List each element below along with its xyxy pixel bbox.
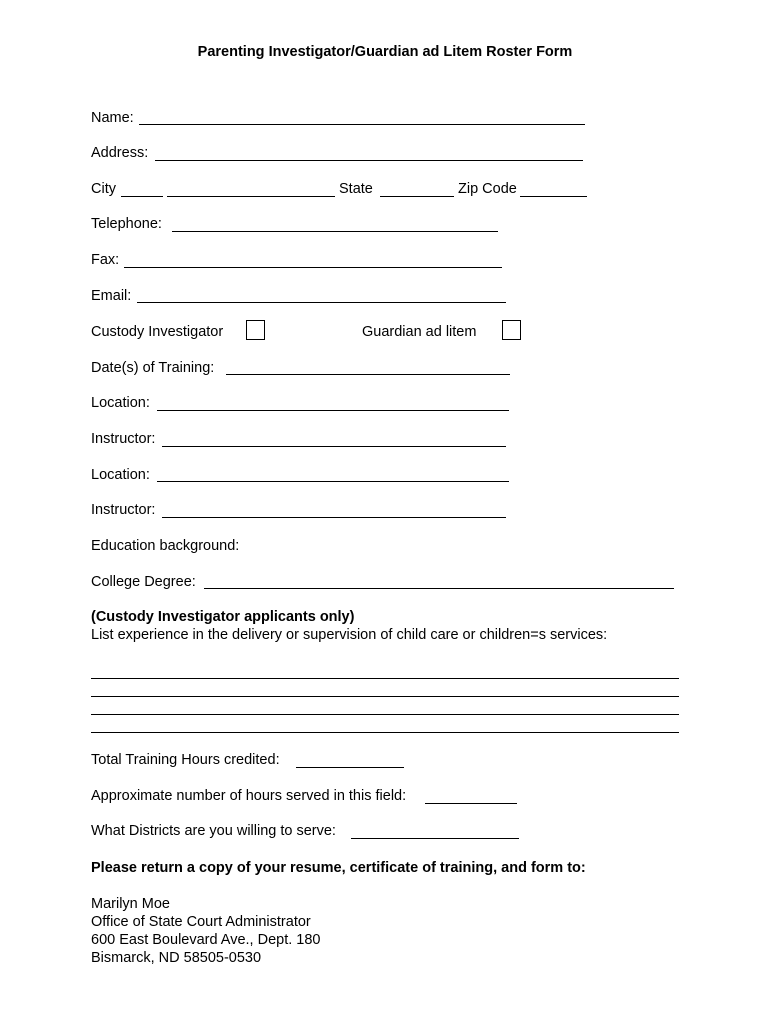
email-label: Email: bbox=[91, 288, 132, 304]
state-field[interactable] bbox=[380, 196, 454, 197]
telephone-label: Telephone: bbox=[91, 216, 162, 232]
contact-name: Marilyn Moe bbox=[91, 896, 170, 912]
education-background-label: Education background: bbox=[91, 538, 240, 554]
return-instructions: Please return a copy of your resume, certificate of training, and form to: bbox=[91, 860, 586, 876]
location-field[interactable] bbox=[157, 410, 509, 411]
instructor-label: Instructor: bbox=[91, 431, 156, 447]
custody-investigator-only-heading: (Custody Investigator applicants only) bbox=[91, 609, 355, 625]
city-label: City bbox=[91, 181, 116, 197]
location-label-2: Location: bbox=[91, 467, 150, 483]
experience-prompt: List experience in the delivery or supervision of child care or children=s services: bbox=[91, 627, 608, 643]
location-label: Location: bbox=[91, 395, 150, 411]
fax-label: Fax: bbox=[91, 252, 120, 268]
guardian-ad-litem-label: Guardian ad litem bbox=[362, 324, 477, 340]
city-field-part-1[interactable] bbox=[121, 196, 163, 197]
state-label: State bbox=[339, 181, 373, 197]
form-title: Parenting Investigator/Guardian ad Litem Roster Form bbox=[197, 44, 573, 60]
contact-street: 600 East Boulevard Ave., Dept. 180 bbox=[91, 932, 321, 948]
email-field[interactable] bbox=[137, 302, 506, 303]
college-degree-label: College Degree: bbox=[91, 574, 196, 590]
districts-label: What Districts are you willing to serve: bbox=[91, 823, 336, 839]
guardian-ad-litem-checkbox[interactable] bbox=[502, 320, 521, 340]
dates-of-training-field[interactable] bbox=[226, 374, 510, 375]
city-field-part-2[interactable] bbox=[167, 196, 335, 197]
instructor-label-2: Instructor: bbox=[91, 502, 156, 518]
experience-line-3[interactable] bbox=[91, 714, 679, 715]
total-training-hours-label: Total Training Hours credited: bbox=[91, 752, 280, 768]
name-field[interactable] bbox=[139, 124, 585, 125]
instructor-field-2[interactable] bbox=[162, 517, 506, 518]
custody-investigator-label: Custody Investigator bbox=[91, 324, 224, 340]
telephone-field[interactable] bbox=[172, 231, 498, 232]
custody-investigator-checkbox[interactable] bbox=[246, 320, 265, 340]
college-degree-field[interactable] bbox=[204, 588, 674, 589]
name-label: Name: bbox=[91, 110, 134, 126]
zip-label: Zip Code bbox=[458, 181, 517, 197]
fax-field[interactable] bbox=[124, 267, 502, 268]
approximate-hours-label: Approximate number of hours served in this field: bbox=[91, 788, 407, 804]
address-label: Address: bbox=[91, 145, 149, 161]
location-field-2[interactable] bbox=[157, 481, 509, 482]
experience-line-4[interactable] bbox=[91, 732, 679, 733]
total-training-hours-field[interactable] bbox=[296, 767, 404, 768]
address-field[interactable] bbox=[155, 160, 583, 161]
zip-field[interactable] bbox=[520, 196, 587, 197]
experience-line-2[interactable] bbox=[91, 696, 679, 697]
districts-field[interactable] bbox=[351, 838, 519, 839]
experience-line-1[interactable] bbox=[91, 678, 679, 679]
approximate-hours-field[interactable] bbox=[425, 803, 517, 804]
contact-city: Bismarck, ND 58505-0530 bbox=[91, 950, 262, 966]
contact-office: Office of State Court Administrator bbox=[91, 914, 311, 930]
instructor-field[interactable] bbox=[162, 446, 506, 447]
dates-of-training-label: Date(s) of Training: bbox=[91, 360, 215, 376]
